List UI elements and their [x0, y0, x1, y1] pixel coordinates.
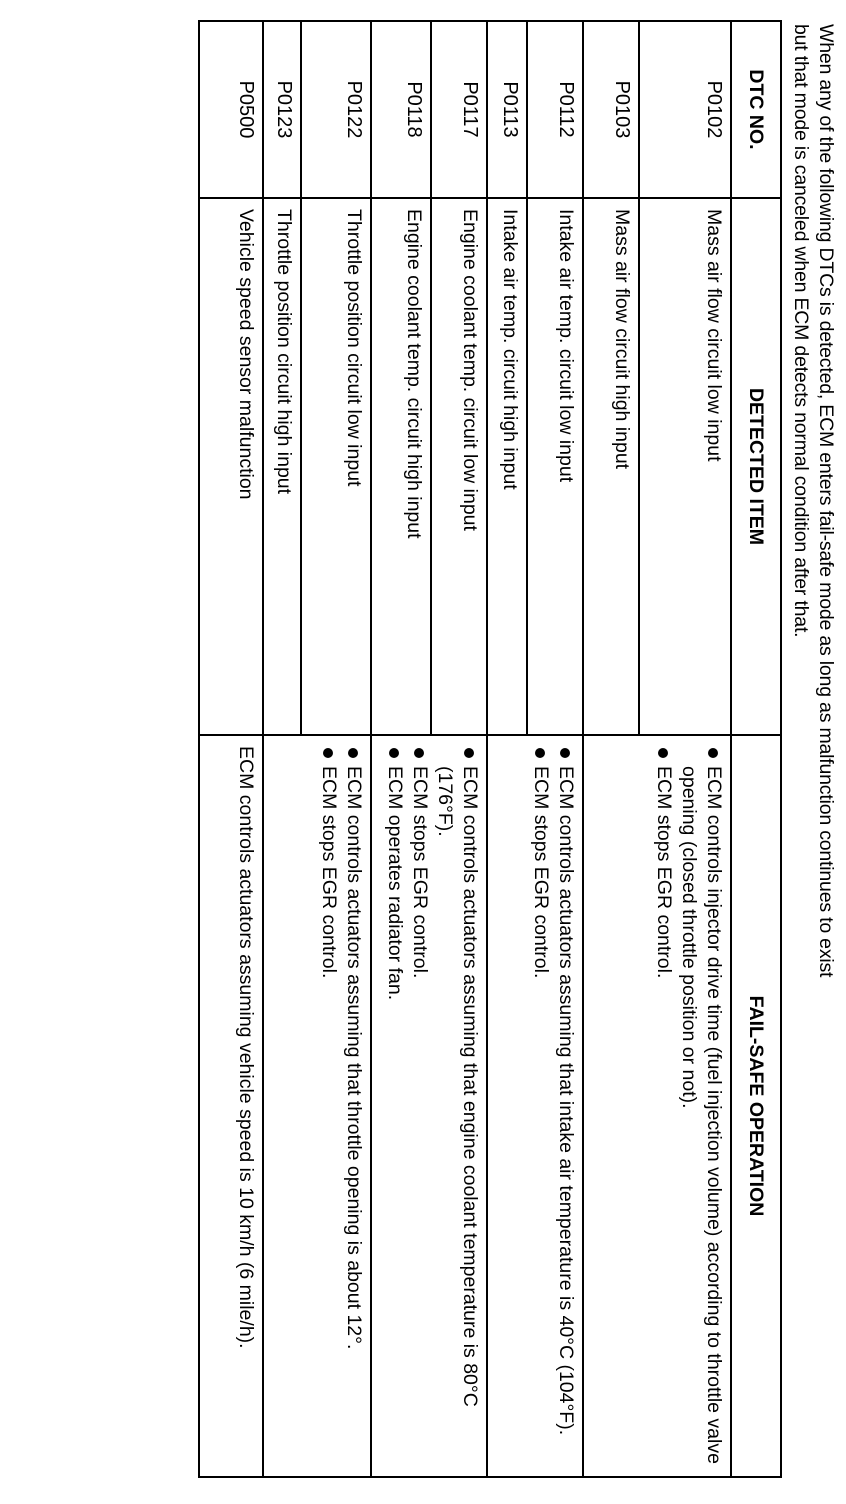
- table-row: [639, 21, 731, 1477]
- fail-safe-bullet: ECM operates radiator fan.: [382, 746, 407, 1466]
- dtc-code: P0500: [199, 21, 263, 198]
- fail-safe-bullet: ECM stops EGR control.: [316, 746, 341, 1466]
- header-fail-safe-operation: FAIL-SAFE OPERATION: [731, 735, 781, 1477]
- detected-item: Throttle position circuit low input: [301, 198, 371, 735]
- table-header-row: [731, 21, 781, 1477]
- header-detected-item: DETECTED ITEM: [731, 198, 781, 735]
- table-row: [527, 21, 583, 1477]
- fail-safe-cell: [487, 735, 583, 1477]
- dtc-code: P0102: [639, 21, 731, 198]
- fail-safe-list: [382, 746, 482, 1466]
- dtc-code: P0113: [487, 21, 527, 198]
- header-dtc-no: DTC NO.: [731, 21, 781, 198]
- dtc-code: P0123: [263, 21, 301, 198]
- fail-safe-bullet: ECM stops EGR control.: [407, 746, 432, 1466]
- detected-item: Mass air flow circuit high input: [583, 198, 639, 735]
- dtc-code: P0103: [583, 21, 639, 198]
- fail-safe-list: [316, 746, 366, 1466]
- table-row: [199, 21, 263, 1477]
- fail-safe-bullet: ECM controls injector drive time (fuel injection volume) according to throttle valve opening (closed throttle position or not).: [676, 746, 726, 1466]
- fail-safe-cell: [263, 735, 371, 1477]
- fail-safe-list: [528, 746, 578, 1466]
- fail-safe-bullet: ECM controls actuators assuming that throttle opening is about 12°.: [341, 746, 366, 1466]
- intro-line-1: When any of the following DTCs is detected, ECM enters fail-safe mode as long as malfunction continues to exist: [815, 24, 837, 978]
- table-row: [301, 21, 371, 1477]
- intro-text: [788, 24, 838, 1464]
- table-row: [431, 21, 487, 1477]
- dtc-fail-safe-table: [198, 20, 782, 1478]
- dtc-code: P0118: [371, 21, 431, 198]
- detected-item: Throttle position circuit high input: [263, 198, 301, 735]
- detected-item: Intake air temp. circuit low input: [527, 198, 583, 735]
- dtc-code: P0122: [301, 21, 371, 198]
- fail-safe-cell: [371, 735, 487, 1477]
- fail-safe-text: ECM controls actuators assuming vehicle speed is 10 km/h (6 mile/h).: [235, 746, 257, 1349]
- fail-safe-cell: [583, 735, 731, 1477]
- detected-item: Vehicle speed sensor malfunction: [199, 198, 263, 735]
- fail-safe-cell: [199, 735, 263, 1477]
- detected-item: Engine coolant temp. circuit high input: [371, 198, 431, 735]
- detected-item: Intake air temp. circuit high input: [487, 198, 527, 735]
- dtc-code: P0117: [431, 21, 487, 198]
- fail-safe-bullet: ECM controls actuators assuming that engine coolant temperature is 80°C (176°F).: [432, 746, 482, 1466]
- detected-item: Engine coolant temp. circuit low input: [431, 198, 487, 735]
- fail-safe-list: [651, 746, 726, 1466]
- intro-line-2: but that mode is canceled when ECM detects normal condition after that.: [790, 24, 812, 638]
- fail-safe-bullet: ECM stops EGR control.: [528, 746, 553, 1466]
- detected-item: Mass air flow circuit low input: [639, 198, 731, 735]
- fail-safe-bullet: ECM stops EGR control.: [651, 746, 676, 1466]
- dtc-code: P0112: [527, 21, 583, 198]
- fail-safe-bullet: ECM controls actuators assuming that intake air temperature is 40°C (104°F).: [553, 746, 578, 1466]
